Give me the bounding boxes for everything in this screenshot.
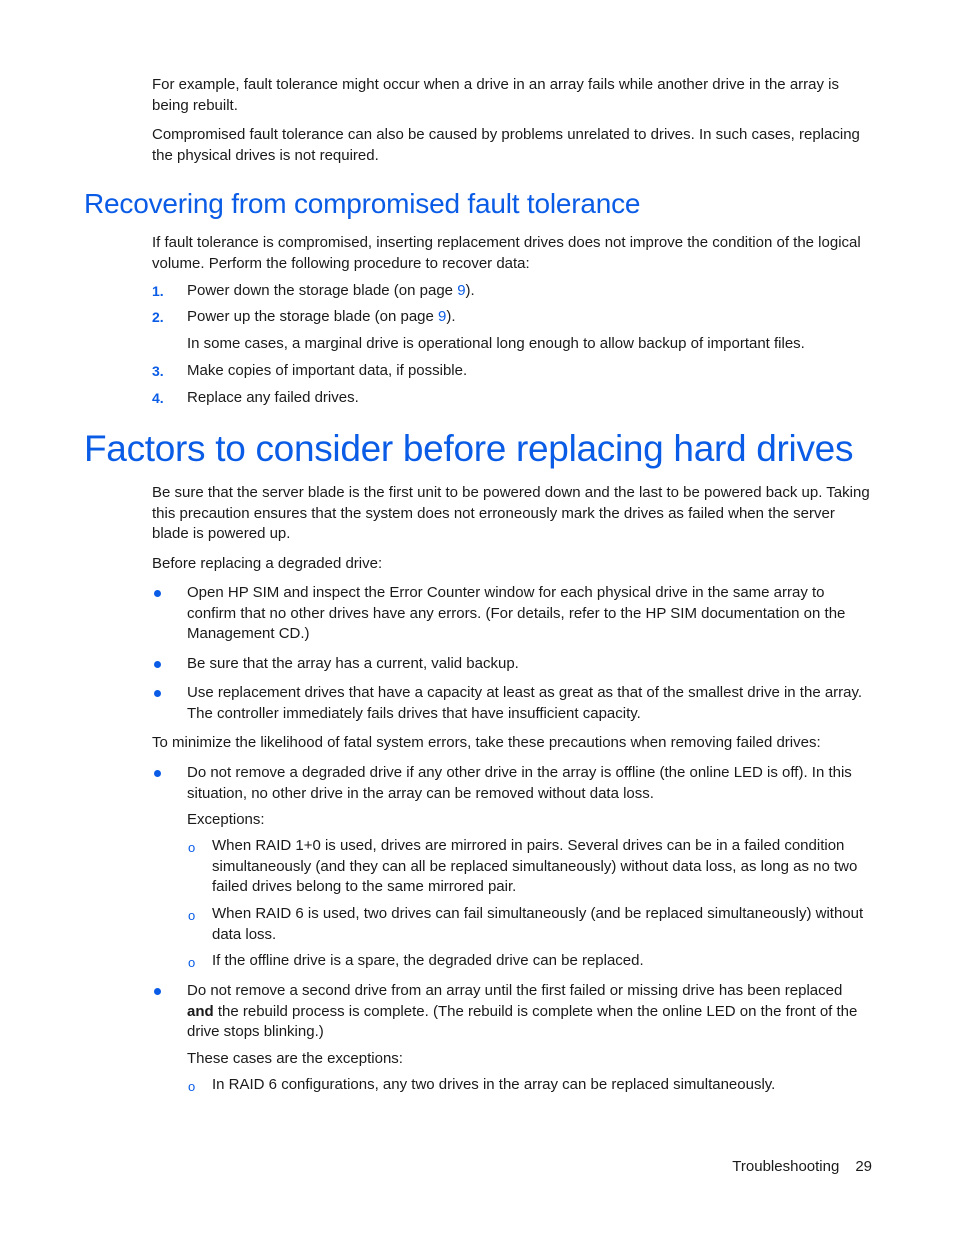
step-number: 3. — [152, 363, 164, 379]
bullet-text: Open HP SIM and inspect the Error Counter window for each physical drive in the same array to confirm that no other drives have any errors. (For details, refer to the HP SIM documentation on the Management CD.) — [187, 584, 846, 642]
bullet-icon — [154, 988, 161, 995]
step-text-end: ). — [446, 308, 456, 325]
bullet-text: Be sure that the array has a current, valid backup. — [187, 655, 519, 672]
page-link[interactable]: 9 — [438, 308, 447, 325]
bullet-icon — [154, 690, 161, 697]
section2-paragraph-1: Be sure that the server blade is the first unit to be powered down and the last to be powered back up. Taking this precaution ensures that the system does not erroneously mark the drives as failed when the server blade is powered up. — [152, 484, 870, 542]
step-2-note: In some cases, a marginal drive is operational long enough to allow backup of important files. — [187, 335, 805, 352]
circle-bullet-icon: o — [188, 840, 196, 855]
step-text: Make copies of important data, if possible. — [187, 362, 468, 379]
section-heading-factors: Factors to consider before replacing hard drives — [84, 428, 854, 469]
bullet-icon — [154, 770, 161, 777]
page-number: 29 — [855, 1158, 872, 1175]
intro-paragraph-1: For example, fault tolerance might occur when a drive in an array fails while another drive in the array is being rebuilt. — [152, 76, 839, 114]
step-number: 2. — [152, 309, 164, 325]
sub-bullet-text: If the offline drive is a spare, the degraded drive can be replaced. — [212, 952, 644, 969]
section2-paragraph-2: Before replacing a degraded drive: — [152, 555, 383, 572]
step-text: Power down the storage blade (on page — [187, 282, 458, 299]
bullet-icon — [154, 661, 161, 668]
exceptions-label: Exceptions: — [187, 811, 265, 828]
step-number: 1. — [152, 283, 164, 299]
bullet-icon — [154, 590, 161, 597]
step-number: 4. — [152, 390, 164, 406]
bold-text: and — [187, 1002, 214, 1020]
step-text: Replace any failed drives. — [187, 389, 359, 406]
exceptions-label: These cases are the exceptions: — [187, 1050, 403, 1067]
bullet-text: Do not remove a second drive from an array until the first failed or missing drive has been replaced — [187, 982, 843, 999]
sub-bullet-text: When RAID 1+0 is used, drives are mirrored in pairs. Several drives can be in a failed condition simultaneously (and they can all be replaced simultaneously) without data loss, as long as no two failed drives belong to the same mirrored pair. — [212, 837, 858, 895]
footer-section-name: Troubleshooting — [732, 1158, 840, 1175]
circle-bullet-icon: o — [188, 908, 196, 923]
section1-paragraph: If fault tolerance is compromised, inserting replacement drives does not improve the condition of the logical volume. Perform the following procedure to recover data: — [152, 234, 861, 272]
circle-bullet-icon: o — [188, 1079, 196, 1094]
page-footer — [700, 1158, 872, 1175]
sub-bullet-text: In RAID 6 configurations, any two drives in the array can be replaced simultaneously. — [212, 1076, 776, 1093]
intro-paragraph-2: Compromised fault tolerance can also be caused by problems unrelated to drives. In such cases, replacing the physical drives is not required. — [152, 126, 860, 164]
bullet-text: Do not remove a degraded drive if any other drive in the array is offline (the online LED is off). In this situation, no other drive in the array can be removed without data loss. — [187, 764, 852, 802]
step-text: Power up the storage blade (on page — [187, 308, 439, 325]
step-text-end: ). — [465, 282, 475, 299]
page-link[interactable]: 9 — [457, 282, 466, 299]
section-heading-recovering: Recovering from compromised fault tolerance — [84, 188, 641, 219]
bullet-text-end: the rebuild process is complete. (The rebuild is complete when the online LED on the front of the drive stops blinking.) — [187, 1002, 858, 1040]
sub-bullet-text: When RAID 6 is used, two drives can fail simultaneously (and be replaced simultaneously) without data loss. — [212, 905, 864, 943]
bullet-text: Use replacement drives that have a capacity at least as great as that of the smallest drive in the array. The controller immediately fails drives that have insufficient capacity. — [187, 684, 863, 722]
circle-bullet-icon: o — [188, 955, 196, 970]
section2-paragraph-3: To minimize the likelihood of fatal system errors, take these precautions when removing failed drives: — [152, 734, 821, 751]
